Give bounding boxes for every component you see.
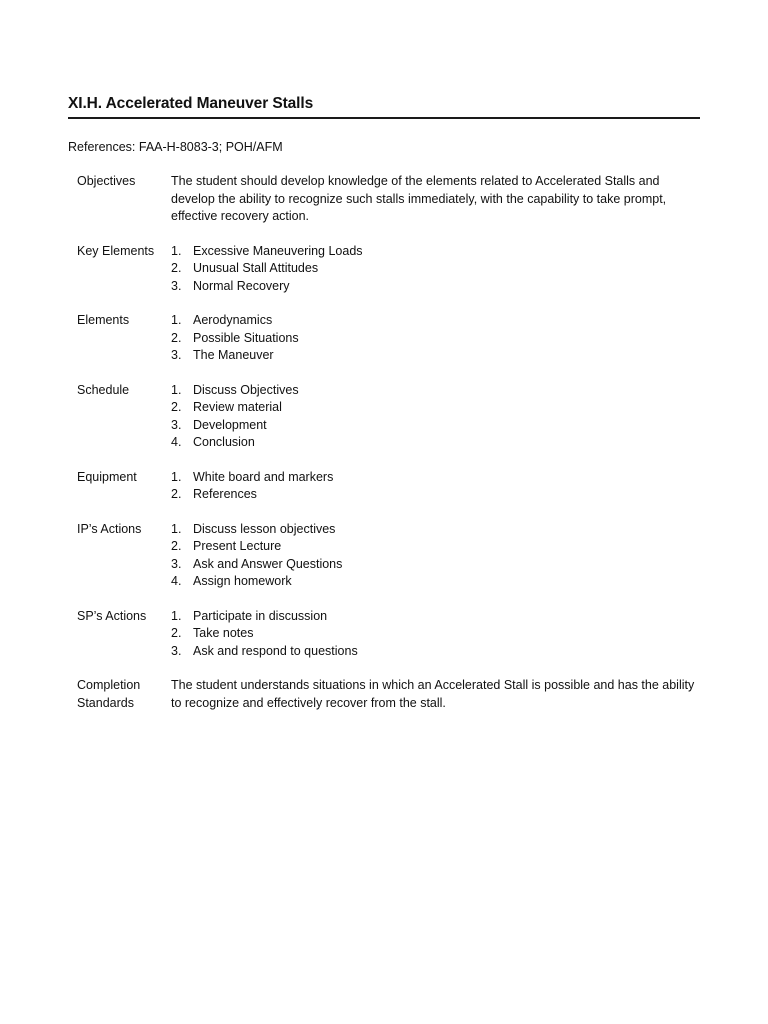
section-label: Completion Standards (77, 678, 141, 710)
list-item (171, 625, 702, 643)
section-body (171, 521, 702, 591)
list-item-number: 4. (171, 435, 182, 449)
list-item-number: 3. (171, 278, 182, 293)
list-item-text: Ask and respond to questions (193, 643, 358, 658)
list-item-number: 1. (171, 382, 182, 397)
list-item (171, 399, 702, 417)
list-item-number: 1. (171, 521, 182, 536)
section-paragraph: The student should develop knowledge of the elements related to Accelerated Stalls and develop the ability to recognize such stalls immediately, with the capability to take prompt, effective recovery action. (171, 174, 667, 223)
page-title: XI.H. Accelerated Maneuver Stalls (68, 95, 314, 112)
list-item-number: 2. (171, 539, 182, 553)
list-item-number: 2. (171, 400, 182, 414)
list-item-text: Aerodynamics (193, 313, 273, 327)
list-item-number: 4. (171, 574, 182, 588)
list-item (171, 608, 702, 626)
list-item (171, 347, 702, 365)
list-item-text: Unusual Stall Attitudes (193, 261, 319, 275)
list-item-text: Ask and Answer Questions (193, 556, 343, 571)
numbered-list (171, 382, 702, 452)
list-item (171, 278, 702, 296)
list-item-text: White board and markers (193, 469, 334, 484)
list-item (171, 417, 702, 435)
list-item (171, 556, 702, 574)
list-item-text: Take notes (193, 626, 254, 640)
list-item (171, 330, 702, 348)
list-item (171, 643, 702, 661)
lesson-section (77, 521, 702, 591)
numbered-list (171, 521, 702, 591)
lesson-sections (77, 173, 702, 729)
list-item-text: Excessive Maneuvering Loads (193, 243, 363, 258)
list-item-number: 3. (171, 348, 182, 362)
list-item-number: 2. (171, 626, 182, 640)
list-item-number: 1. (171, 243, 182, 258)
section-label: Elements (77, 313, 130, 327)
list-item-number: 3. (171, 643, 182, 658)
list-item-number: 1. (171, 608, 182, 623)
section-label: Objectives (77, 174, 136, 188)
lesson-section (77, 469, 702, 504)
list-item-text: Participate in discussion (193, 608, 328, 623)
list-item-text: Normal Recovery (193, 278, 290, 293)
section-label: IP’s Actions (77, 521, 142, 536)
section-body (171, 469, 702, 504)
section-label: Schedule (77, 382, 130, 397)
list-item (171, 260, 702, 278)
title-divider (68, 117, 700, 119)
list-item-text: The Maneuver (193, 348, 274, 362)
lesson-section (77, 173, 702, 226)
list-item-number: 2. (171, 261, 182, 275)
section-label: SP’s Actions (77, 608, 147, 623)
section-paragraph: The student understands situations in which an Accelerated Stall is possible and has the ability to recognize and effectively recover from the stall. (171, 678, 695, 710)
references-line: References: FAA-H-8083-3; POH/AFM (68, 140, 283, 154)
list-item (171, 521, 702, 539)
list-item-text: References (193, 487, 257, 501)
section-body (171, 608, 702, 661)
list-item (171, 434, 702, 452)
numbered-list (171, 608, 702, 661)
section-body (171, 173, 702, 226)
list-item (171, 469, 702, 487)
list-item-text: Development (193, 417, 267, 432)
section-label: Equipment (77, 469, 137, 484)
lesson-section (77, 677, 702, 712)
list-item-number: 2. (171, 330, 182, 345)
numbered-list (171, 312, 702, 365)
list-item-number: 3. (171, 556, 182, 571)
list-item (171, 538, 702, 556)
lesson-section (77, 608, 702, 661)
list-item-number: 2. (171, 487, 182, 501)
list-item-text: Discuss Objectives (193, 382, 299, 397)
list-item-number: 1. (171, 469, 182, 484)
list-item (171, 486, 702, 504)
list-item-text: Discuss lesson objectives (193, 521, 336, 536)
lesson-section (77, 243, 702, 296)
section-body (171, 677, 702, 712)
section-label: Key Elements (77, 243, 155, 258)
section-body (171, 243, 702, 296)
list-item (171, 382, 702, 400)
list-item (171, 312, 702, 330)
list-item-text: Review material (193, 400, 282, 414)
list-item-number: 3. (171, 417, 182, 432)
numbered-list (171, 469, 702, 504)
list-item-number: 1. (171, 313, 182, 327)
list-item (171, 573, 702, 591)
section-body (171, 382, 702, 452)
lesson-section (77, 382, 702, 452)
lesson-section (77, 312, 702, 365)
list-item-text: Assign homework (193, 574, 292, 588)
list-item-text: Conclusion (193, 435, 255, 449)
section-body (171, 312, 702, 365)
numbered-list (171, 243, 702, 296)
list-item-text: Present Lecture (193, 539, 282, 553)
list-item-text: Possible Situations (193, 330, 299, 345)
list-item (171, 243, 702, 261)
